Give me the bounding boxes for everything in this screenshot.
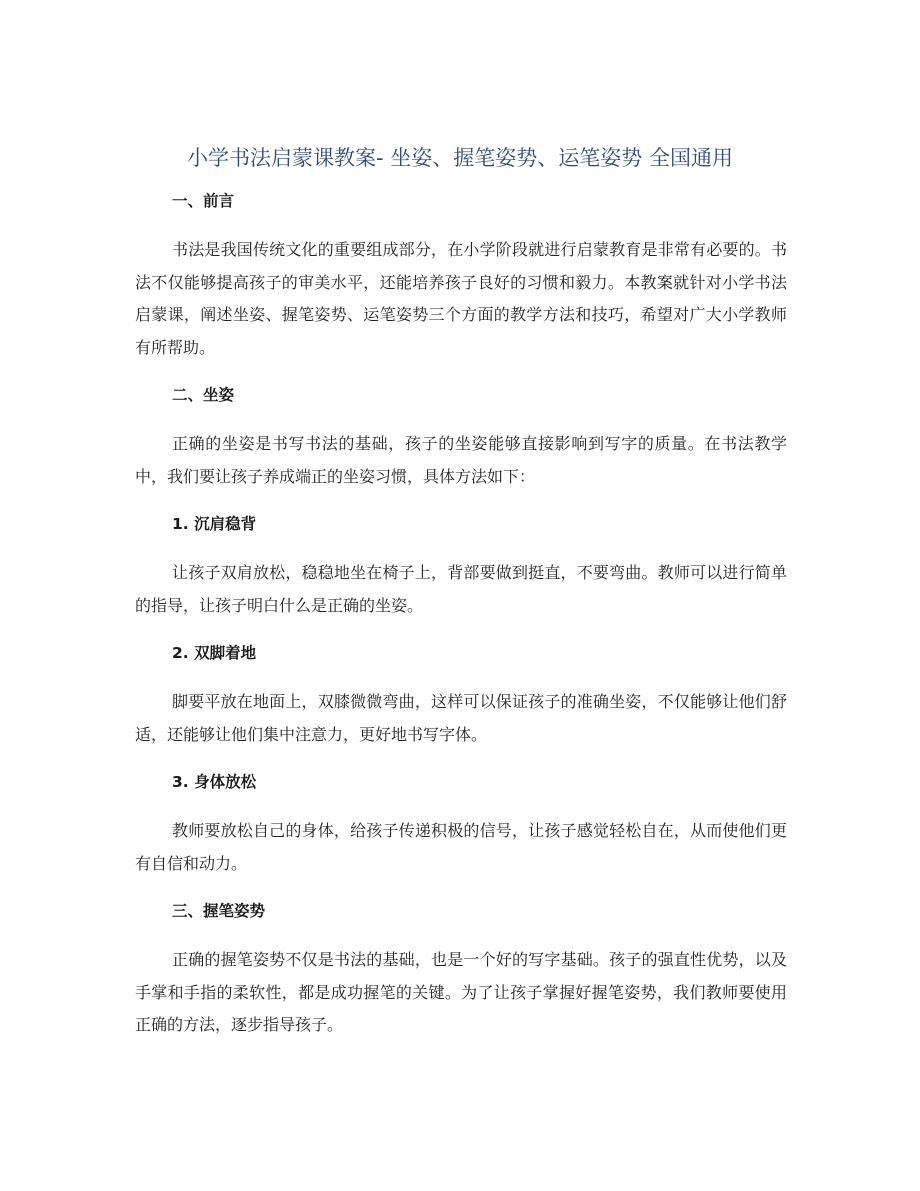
section-heading-pen-grip: 三、握笔姿势	[172, 902, 266, 920]
subheading-shoulders-back: 1. 沉肩稳背	[172, 515, 257, 533]
paragraph-body-relaxed: 教师要放松自己的身体，给孩子传递积极的信号，让孩子感觉轻松自在，从而使他们更有自信和动力。	[135, 821, 787, 873]
paragraph-sitting-posture: 正确的坐姿是书写书法的基础，孩子的坐姿能够直接影响到写字的质量。在书法教学中，我们要让孩子养成端正的坐姿习惯，具体方法如下：	[135, 434, 787, 486]
section-heading-preface: 一、前言	[172, 192, 235, 210]
subheading-feet-on-ground: 2. 双脚着地	[172, 644, 257, 662]
paragraph-shoulders-back: 让孩子双肩放松，稳稳地坐在椅子上，背部要做到挺直，不要弯曲。教师可以进行简单的指导，让孩子明白什么是正确的坐姿。	[135, 563, 787, 615]
paragraph-pen-grip: 正确的握笔姿势不仅是书法的基础，也是一个好的写字基础。孩子的强直性优势，以及手掌和手指的柔软性，都是成功握笔的关键。为了让孩子掌握好握笔姿势，我们教师要使用正确的方法，逐步指导孩子。	[135, 950, 787, 1034]
section-heading-sitting-posture: 二、坐姿	[172, 386, 235, 404]
paragraph-feet-on-ground: 脚要平放在地面上，双膝微微弯曲，这样可以保证孩子的准确坐姿，不仅能够让他们舒适，还能够让他们集中注意力，更好地书写字体。	[135, 692, 787, 744]
subheading-body-relaxed: 3. 身体放松	[172, 773, 257, 791]
document-title: 小学书法启蒙课教案- 坐姿、握笔姿势、运笔姿势 全国通用	[187, 146, 733, 170]
document-body	[135, 188, 787, 1042]
paragraph-preface: 书法是我国传统文化的重要组成部分，在小学阶段就进行启蒙教育是非常有必要的。书法不仅能够提高孩子的审美水平，还能培养孩子良好的习惯和毅力。本教案就针对小学书法启蒙课，阐述坐姿、握笔姿势、运笔姿势三个方面的教学方法和技巧，希望对广大小学教师有所帮助。	[135, 240, 787, 357]
